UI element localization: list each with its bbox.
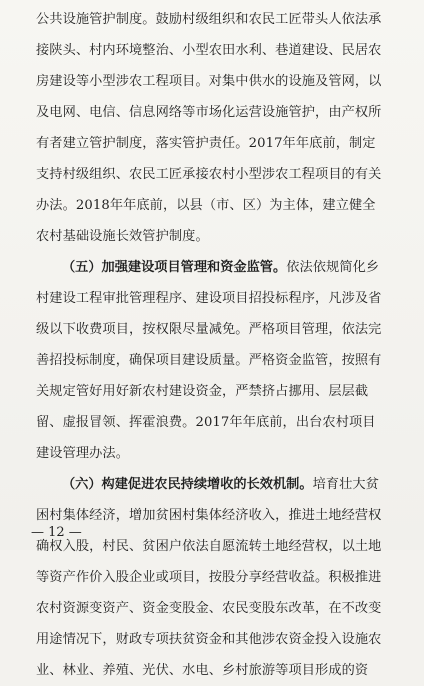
section-5-line-2: 村建设工程审批管理程序、建设项目招投标程序，凡涉及省	[36, 291, 382, 306]
section-6-line-6: 用途情况下，财政专项扶贫资金和其他涉农资金投入设施农	[36, 632, 382, 647]
section-6-line-3: 确权入股，村民、贫困户依法自愿流转土地经营权，以土地	[36, 539, 382, 554]
paragraph-1-line-2: 接陕头、村内环境整治、小型农田水利、巷道建设、民居农	[36, 43, 382, 58]
section-5-heading: （五）加强建设项目管理和资金监管。	[62, 260, 287, 275]
paragraph-1-line-3: 房建设等小型涉农工程项目。对集中供水的设施及管网，以	[36, 74, 382, 89]
section-5-line-1: 依法依规简化乡	[286, 260, 380, 275]
paragraph-1-line-4: 及电网、电信、信息网络等市场化运营设施管护，由产权所	[36, 105, 382, 120]
section-6-line-5: 农村资源变资产、资金变股金、农民变股东改革，在不改变	[36, 601, 382, 616]
paragraph-1-line-1: 公共设施管护制度。鼓励村级组织和农民工匠带头人依法承	[36, 12, 382, 27]
section-6-line-4: 等资产作价入股企业或项目，按股分享经营收益。积极推进	[36, 570, 382, 585]
page-number: — 12 —	[31, 525, 82, 540]
paragraph-1-line-5: 有者建立管护制度，落实管护责任。2017年年底前，制定	[36, 136, 376, 151]
paragraph-1-line-7: 办法。2018年年底前，以县（市、区）为主体，建立健全	[36, 198, 376, 213]
section-5-first-line	[36, 252, 396, 283]
section-5-line-7: 建设管理办法。	[36, 446, 130, 461]
section-5-line-3: 级以下收费项目，按权限尽量减免。严格项目管理，依法完	[36, 322, 382, 337]
section-6-line-7: 业、林业、养殖、光伏、水电、乡村旅游等项目形成的资	[36, 663, 369, 678]
section-5-line-5: 关规定管好用好新农村建设资金，严禁挤占挪用、层层截	[36, 384, 369, 399]
document-body	[36, 4, 396, 686]
section-6-first-line	[36, 469, 396, 500]
paragraph-1-line-8: 农村基础设施长效管护制度。	[36, 229, 209, 244]
section-6-line-2: 困村集体经济，增加贫困村集体经济收入，推进土地经营权	[36, 508, 382, 523]
section-5-line-4: 善招投标制度，确保项目建设质量。严格资金监管，按照有	[36, 353, 382, 368]
paragraph-1-line-6: 支持村级组织、农民工匠承接农村小型涉农工程项目的有关	[36, 167, 382, 182]
section-6-line-1: 培育壮大贫	[312, 477, 379, 492]
section-5-line-6: 留、虚报冒领、挥霍浪费。2017年年底前，出台农村项目	[36, 415, 376, 430]
section-6-heading: （六）构建促进农民持续增收的长效机制。	[62, 477, 313, 492]
